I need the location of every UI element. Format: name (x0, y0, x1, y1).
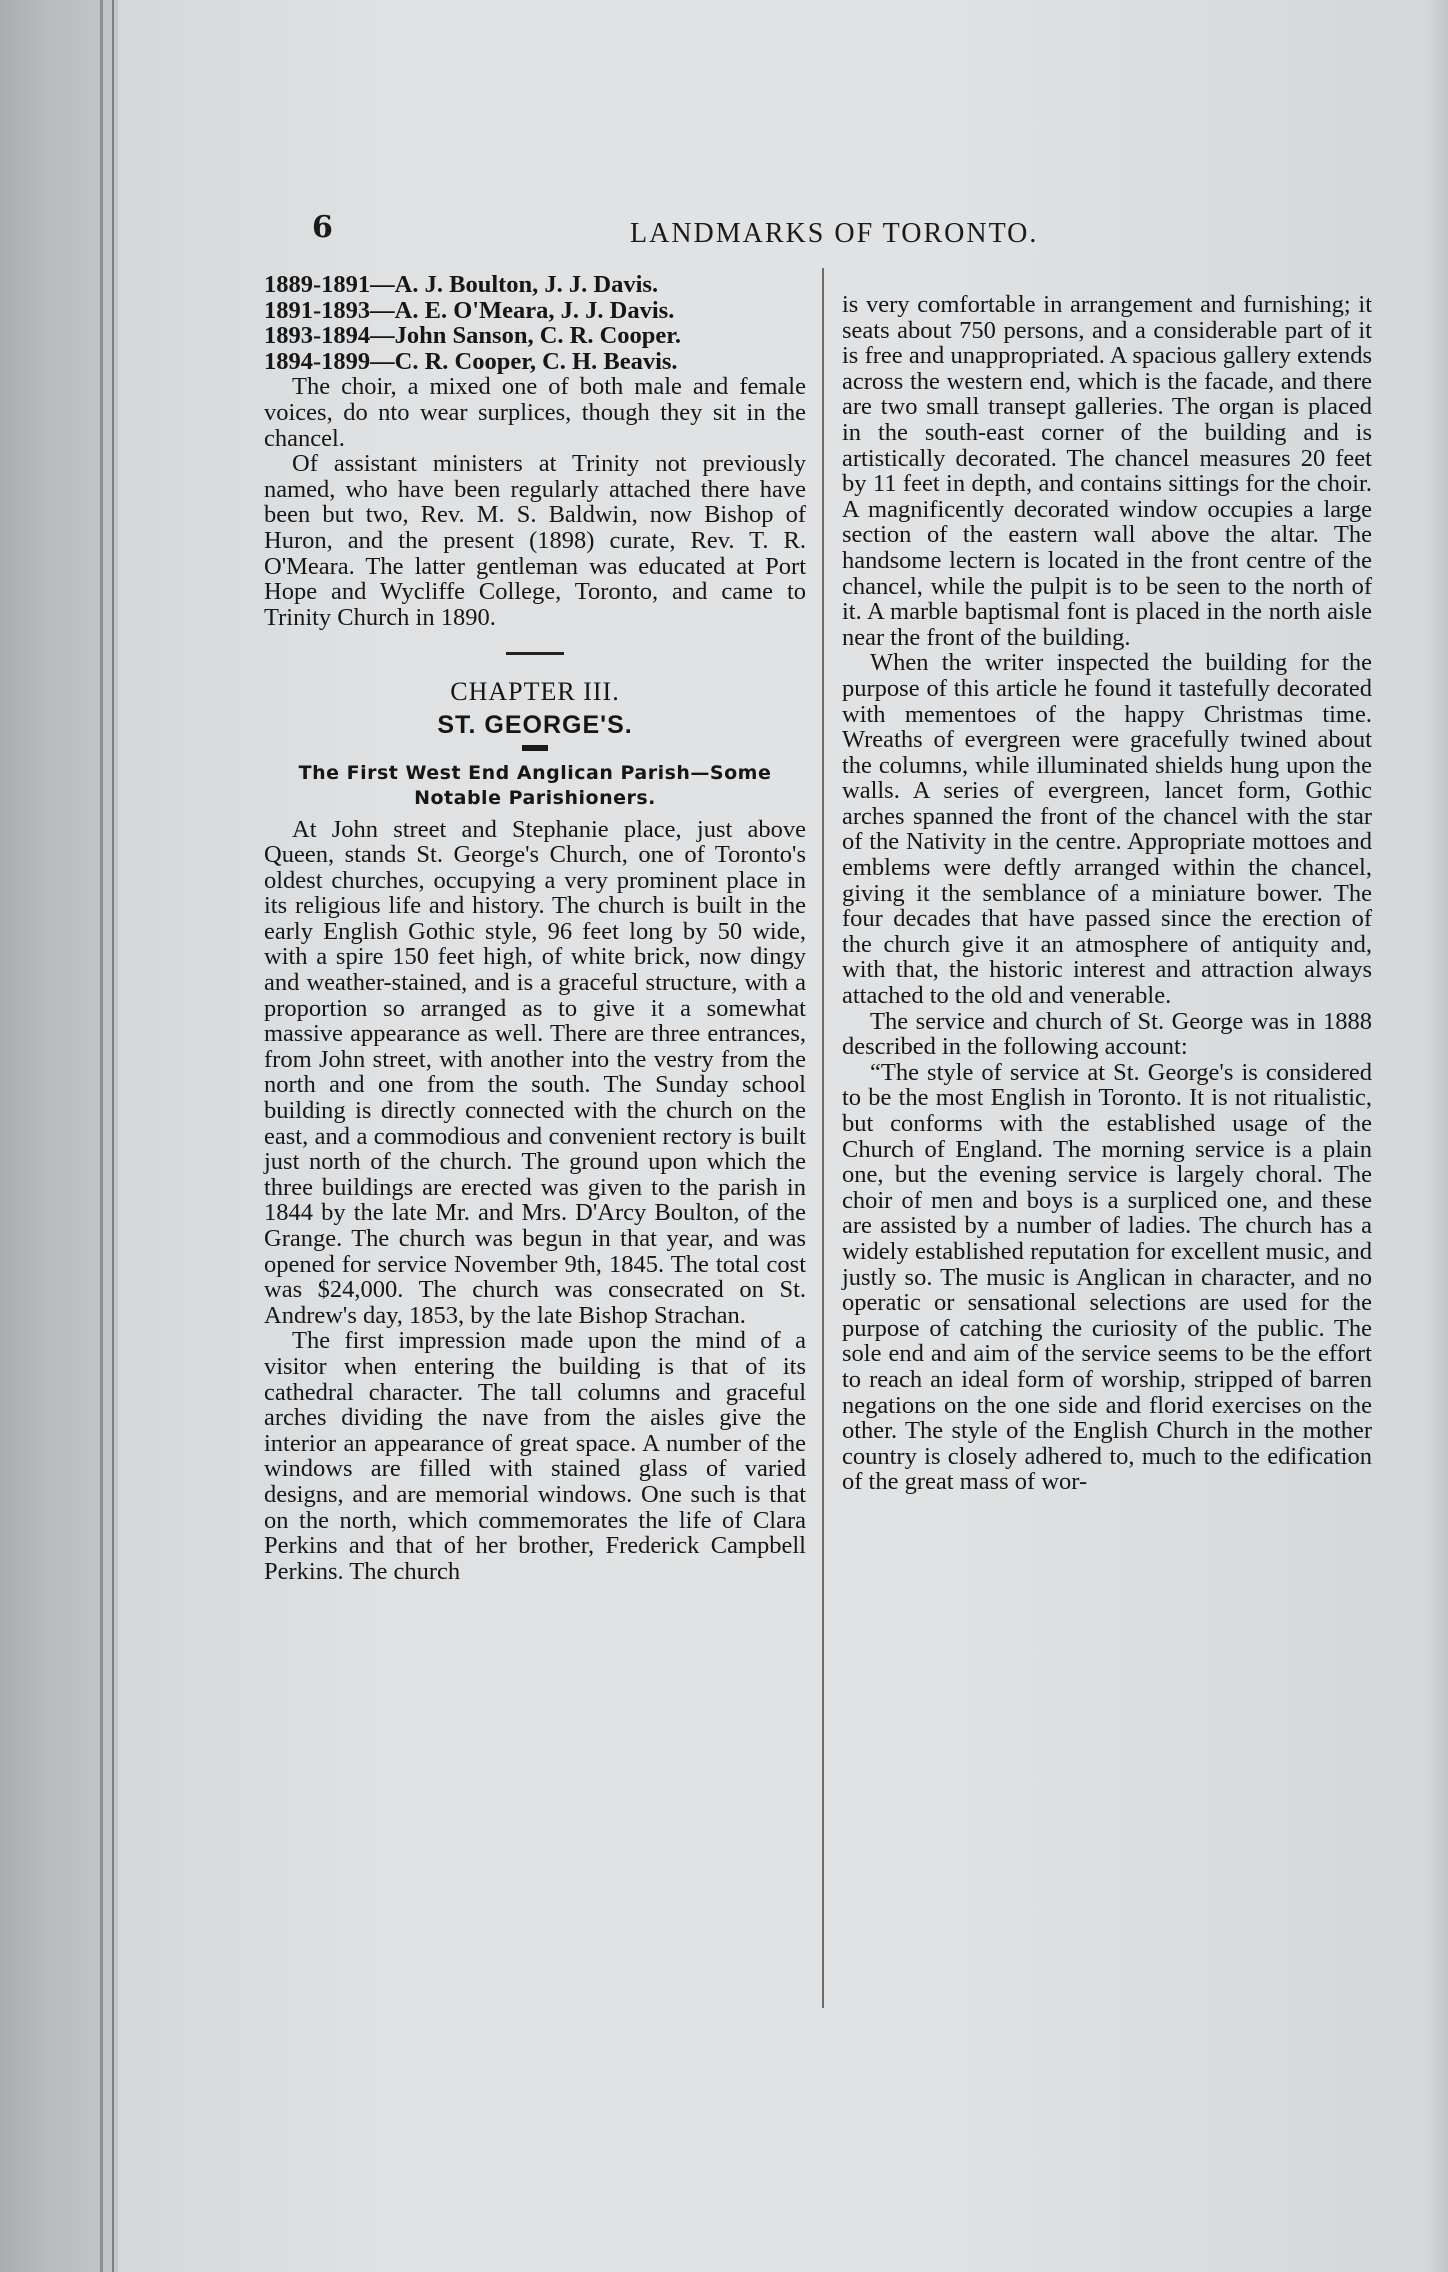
list-item: 1889-1891—A. J. Boulton, J. J. Davis. (264, 271, 659, 298)
paragraph: The choir, a mixed one of both male and female voices, do nto wear surplices, though they sit in the chancel. (264, 373, 806, 452)
quotation-paragraph: “The style of service at St. George's is considered to be the most English in Toronto. It is not ritualistic, but conforms with the established usage of the Church of England. The morning service is a plain one, but the evening service is largely choral. The choir of men and boys is a surpliced one, and these are assisted by a number of ladies. The church has a widely established reputation for excellent music, and justly so. The music is Anglican in character, and no operatic or sensational selections are used for the purpose of catching the curiosity of the public. The sole end and aim of the service seems to be the effort to reach an ideal form of worship, stripped of barren negations on the one side and florid exercises on the other. The style of the English Church in the mother country is closely adhered to, much to the edification of the great mass of wor- (842, 1058, 1372, 1496)
paragraph: When the writer inspected the building for the purpose of this article he found it tastefully decorated with mementoes of the happy Christmas time. Wreaths of evergreen were gracefully twined about the columns, while illuminated shields hung upon the walls. A series of evergreen, lancet form, Gothic arches spanned the front of the chancel with the star of the Nativity in the centre. Appropriate mottoes and emblems were deftly arranged within the chancel, giving it the semblance of a miniature bower. The four decades that have passed since the erection of the church give it an atmosphere of antiquity and, with that, the historic interest and attraction always attached to the old and venerable. (842, 649, 1372, 1010)
paragraph: The first impression made upon the mind of a visitor when entering the building is that of its cathedral character. The tall columns and graceful arches dividing the nave from the aisles give the interior an appearance of great space. A number of the windows are filled with stained glass of varied designs, and are memorial windows. One such is that on the north, which commemorates the life of Clara Perkins and that of her brother, Frederick Campbell Perkins. The church (264, 1327, 806, 1585)
churchwardens-list (264, 272, 806, 374)
page-edge-shadow (1428, 0, 1448, 2272)
paragraph: At John street and Stephanie place, just above Queen, stands St. George's Church, one of Toronto's oldest churches, occupying a very prominent place in its religious life and history. The church is built in the early English Gothic style, 96 feet long by 50 wide, with a spire 150 feet high, of white brick, now dingy and weather-stained, and is a graceful structure, with a proportion so arranged as to give it a somewhat massive appearance as well. There are three entrances, from John street, with another into the vestry from the north and one from the south. The Sunday school building is directly connected with the church on the east, and a commodious and convenient rectory is built just north of the church. The ground upon which the three buildings are erected was given to the parish in 1844 by the late Mr. and Mrs. D'Arcy Boulton, of the Grange. The church was begun in that year, and was opened for service November 9th, 1845. The total cost was $24,000. The church was consecrated on St. Andrew's day, 1853, by the late Bishop Strachan. (264, 815, 806, 1329)
title-dash (522, 745, 548, 751)
chapter-label: CHAPTER III. (450, 677, 620, 707)
list-item: 1891-1893—A. E. O'Meara, J. J. Davis. (264, 296, 675, 324)
running-title: LANDMARKS OF TORONTO. (630, 218, 1039, 249)
gutter-line (112, 0, 114, 2272)
page-header (0, 210, 1448, 250)
chapter-subheading: The First West End Anglican Parish—Some Notable Parishioners. (298, 761, 772, 809)
chapter-title: ST. GEORGE'S. (437, 710, 633, 739)
section-rule (506, 652, 564, 655)
list-item: 1894-1899—C. R. Cooper, C. H. Beavis. (264, 347, 678, 375)
column-divider (822, 268, 824, 2008)
paragraph: is very comfortable in arrangement and furnishing; it seats about 750 persons, and a considerable part of it is free and unappropriated. A spacious gallery extends across the western end, which is the facade, and there are two small transept galleries. The organ is placed in the south-east corner of the building and is artistically decorated. The chancel measures 20 feet by 11 feet in depth, and contains sittings for the choir. A magnificently decorated window occupies a large section of the eastern wall above the altar. The handsome lectern is located in the front centre of the chancel, while the pulpit is to be seen to the north of it. A marble baptismal font is placed in the north aisle near the front of the building. (842, 291, 1372, 651)
right-column (842, 292, 1372, 1495)
page-number: 6 (312, 210, 333, 245)
paragraph: Of assistant ministers at Trinity not previously named, who have been regularly attached there have been but two, Rev. M. S. Baldwin, now Bishop of Huron, and the present (1898) curate, Rev. T. R. O'Meara. The latter gentleman was educated at Port Hope and Wycliffe College, Toronto, and came to Trinity Church in 1890. (264, 450, 806, 631)
left-column (264, 272, 806, 1584)
gutter-line (100, 0, 103, 2272)
list-item: 1893-1894—John Sanson, C. R. Cooper. (264, 322, 682, 350)
paragraph: The service and church of St. George was in 1888 described in the following account: (842, 1007, 1372, 1061)
